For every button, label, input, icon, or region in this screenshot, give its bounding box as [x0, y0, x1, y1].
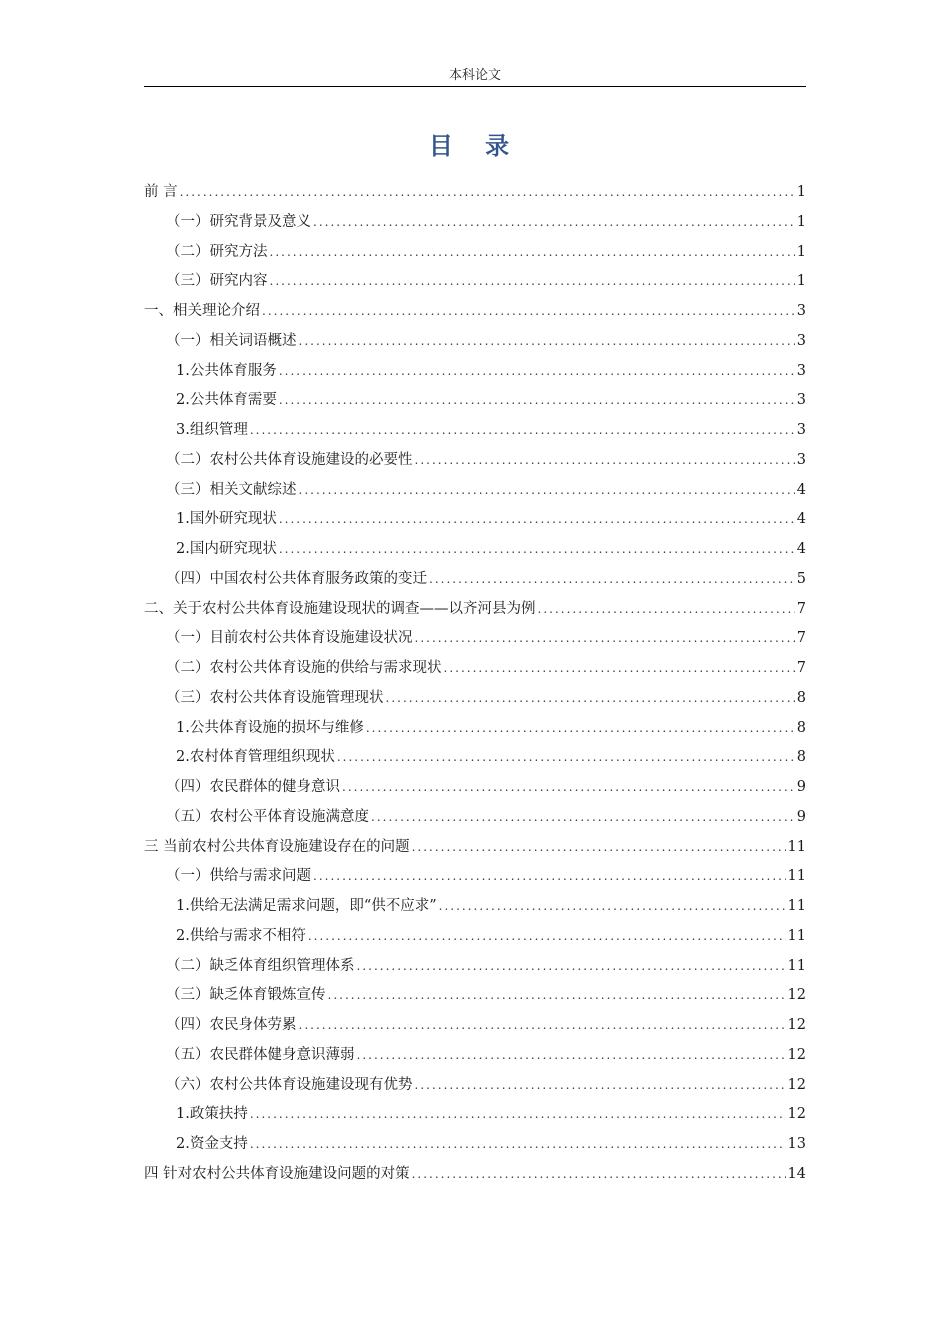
toc-entry-title: 1.国外研究现状 — [176, 511, 277, 528]
toc-entry[interactable] — [144, 1041, 806, 1071]
toc-dot-leader — [299, 1011, 786, 1041]
toc-dot-leader — [538, 595, 795, 625]
toc-entry-title: 1.公共体育设施的损坏与维修 — [176, 719, 364, 736]
toc-entry-page: 1 — [796, 213, 806, 230]
toc-entry-title: 前 言 — [144, 184, 178, 200]
toc-entry[interactable] — [144, 892, 806, 922]
toc-entry[interactable] — [144, 476, 806, 506]
toc-entry-title: （二）农村公共体育设施建设的必要性 — [166, 451, 413, 468]
toc-entry-page: 11 — [787, 898, 806, 914]
toc-entry-page: 12 — [787, 1046, 806, 1063]
toc-entry-title: （四）农民群体的健身意识 — [166, 779, 340, 795]
toc-dot-leader — [328, 981, 786, 1011]
toc-dot-leader — [444, 654, 795, 684]
toc-entry[interactable] — [144, 178, 806, 208]
toc-dot-leader — [299, 327, 795, 357]
toc-entry-page: 13 — [787, 1136, 806, 1152]
toc-entry-page: 9 — [796, 779, 806, 795]
toc-entry-title: 三 当前农村公共体育设施建设存在的问题 — [144, 838, 410, 855]
toc-dot-leader — [250, 416, 795, 446]
toc-entry-title: （三）农村公共体育设施管理现状 — [166, 689, 384, 706]
toc-entry-page: 3 — [796, 362, 806, 379]
toc-dot-leader — [180, 178, 795, 208]
toc-entry-title: 2.资金支持 — [176, 1136, 248, 1152]
toc-entry-page: 11 — [787, 927, 806, 944]
toc-entry[interactable] — [144, 357, 806, 387]
toc-entry-title: 四 针对农村公共体育设施建设问题的对策 — [144, 1165, 410, 1182]
toc-dot-leader — [415, 1071, 786, 1101]
toc-entry-title: （一）研究背景及意义 — [166, 213, 311, 230]
toc-entry-page: 14 — [787, 1165, 806, 1182]
toc-entry[interactable] — [144, 743, 806, 773]
toc-entry[interactable] — [144, 416, 806, 446]
toc-entry-page: 1 — [796, 273, 806, 290]
toc-dot-leader — [313, 208, 795, 238]
toc-entry-title: 2.公共体育需要 — [176, 392, 277, 409]
toc-dot-leader — [357, 952, 786, 982]
toc-entry-page: 3 — [796, 422, 806, 438]
toc-entry-page: 11 — [787, 957, 806, 974]
toc-dot-leader — [299, 476, 795, 506]
toc-entry-title: （一）目前农村公共体育设施建设状况 — [166, 630, 413, 647]
toc-entry[interactable] — [144, 773, 806, 803]
toc-entry-title: 1.政策扶持 — [176, 1106, 248, 1123]
toc-entry[interactable] — [144, 833, 806, 863]
toc-entry-page: 3 — [796, 451, 806, 468]
toc-entry-title: （四）中国农村公共体育服务政策的变迁 — [166, 570, 427, 587]
toc-dot-leader — [337, 743, 795, 773]
toc-entry[interactable] — [144, 535, 806, 565]
toc-entry-title: 一、相关理论介绍 — [144, 303, 260, 319]
toc-entry[interactable] — [144, 922, 806, 952]
toc-dot-leader — [342, 773, 795, 803]
page-header: 本科论文 — [448, 68, 501, 83]
toc-entry-title: （二）农村公共体育设施的供给与需求现状 — [166, 660, 442, 676]
toc-entry-title: 1.公共体育服务 — [176, 362, 277, 379]
toc-entry-title: （三）缺乏体育锻炼宣传 — [166, 987, 326, 1004]
toc-entry-title: （二）研究方法 — [166, 243, 268, 260]
toc-entry[interactable] — [144, 684, 806, 714]
toc-dot-leader — [366, 714, 795, 744]
toc-dot-leader — [415, 446, 795, 476]
toc-dot-leader — [262, 297, 795, 327]
toc-entry-title: （一）相关词语概述 — [166, 332, 297, 349]
toc-dot-leader — [279, 386, 795, 416]
toc-entry[interactable] — [144, 1100, 806, 1130]
toc-entry-page: 5 — [796, 570, 806, 587]
toc-entry-title: 二、关于农村公共体育设施建设现状的调查——以齐河县为例 — [144, 600, 536, 617]
toc-entry-title: 2.供给与需求不相符 — [176, 927, 306, 944]
toc-dot-leader — [279, 535, 795, 565]
toc-dot-leader — [439, 892, 786, 922]
toc-entry-title: （四）农民身体劳累 — [166, 1017, 297, 1033]
toc-entry-title: 2.国内研究现状 — [176, 541, 277, 557]
toc-dot-leader — [386, 684, 795, 714]
toc-entry[interactable] — [144, 862, 806, 892]
toc-entry-page: 3 — [796, 303, 806, 319]
toc-dot-leader — [371, 803, 795, 833]
toc-dot-leader — [415, 624, 795, 654]
toc-dot-leader — [313, 862, 786, 892]
toc-dot-leader — [308, 922, 786, 952]
toc-dot-leader — [270, 267, 795, 297]
toc-dot-leader — [357, 1041, 786, 1071]
toc-title: 目 录 — [428, 132, 522, 160]
toc-entry-page: 12 — [787, 987, 806, 1004]
toc-entry[interactable] — [144, 208, 806, 238]
table-of-contents — [144, 178, 806, 1190]
toc-entry[interactable] — [144, 654, 806, 684]
toc-dot-leader — [250, 1100, 786, 1130]
header-rule — [144, 86, 806, 87]
toc-entry-page: 1 — [796, 243, 806, 260]
toc-entry[interactable] — [144, 1130, 806, 1160]
toc-entry[interactable] — [144, 505, 806, 535]
toc-dot-leader — [279, 357, 795, 387]
toc-entry-page: 12 — [787, 1076, 806, 1093]
toc-entry-page: 4 — [796, 541, 806, 557]
toc-entry-page: 8 — [796, 689, 806, 706]
toc-dot-leader — [429, 565, 795, 595]
toc-entry-page: 4 — [796, 511, 806, 528]
toc-entry-title: （六）农村公共体育设施建设现有优势 — [166, 1076, 413, 1093]
toc-entry-page: 8 — [796, 749, 806, 766]
toc-entry[interactable] — [144, 297, 806, 327]
toc-dot-leader — [250, 1130, 786, 1160]
toc-entry-page: 4 — [796, 481, 806, 498]
toc-entry[interactable] — [144, 267, 806, 297]
toc-entry-page: 1 — [796, 184, 806, 200]
toc-entry-page: 9 — [796, 808, 806, 825]
toc-entry[interactable] — [144, 595, 806, 625]
toc-entry[interactable] — [144, 1160, 806, 1190]
toc-entry-page: 7 — [796, 660, 806, 676]
toc-entry[interactable] — [144, 238, 806, 268]
toc-entry-title: （五）农民群体健身意识薄弱 — [166, 1046, 355, 1063]
toc-entry-page: 8 — [796, 719, 806, 736]
toc-entry[interactable] — [144, 803, 806, 833]
toc-entry-title: （三）相关文献综述 — [166, 481, 297, 498]
toc-entry-title: （一）供给与需求问题 — [166, 868, 311, 885]
toc-entry[interactable] — [144, 624, 806, 654]
toc-entry[interactable] — [144, 327, 806, 357]
toc-entry-title: 2.农村体育管理组织现状 — [176, 749, 335, 766]
toc-entry[interactable] — [144, 446, 806, 476]
toc-entry-title: （三）研究内容 — [166, 273, 268, 290]
toc-entry[interactable] — [144, 1011, 806, 1041]
toc-dot-leader — [412, 1160, 786, 1190]
toc-entry-title: 3.组织管理 — [176, 422, 248, 438]
toc-entry-page: 7 — [796, 630, 806, 647]
toc-dot-leader — [279, 505, 795, 535]
toc-entry[interactable] — [144, 386, 806, 416]
toc-entry[interactable] — [144, 565, 806, 595]
toc-dot-leader — [412, 833, 786, 863]
toc-entry-title: （二）缺乏体育组织管理体系 — [166, 957, 355, 974]
toc-entry[interactable] — [144, 714, 806, 744]
toc-entry-title: （五）农村公平体育设施满意度 — [166, 808, 369, 825]
toc-entry[interactable] — [144, 981, 806, 1011]
toc-entry[interactable] — [144, 952, 806, 982]
toc-entry-page: 11 — [787, 868, 806, 885]
toc-entry[interactable] — [144, 1071, 806, 1101]
toc-entry-page: 12 — [787, 1017, 806, 1033]
toc-entry-page: 3 — [796, 392, 806, 409]
toc-entry-page: 11 — [787, 838, 806, 855]
toc-dot-leader — [270, 238, 795, 268]
toc-entry-page: 12 — [787, 1106, 806, 1123]
toc-entry-page: 3 — [796, 332, 806, 349]
toc-entry-page: 7 — [796, 600, 806, 617]
toc-entry-title: 1.供给无法满足需求问题，即“供不应求” — [176, 898, 437, 914]
